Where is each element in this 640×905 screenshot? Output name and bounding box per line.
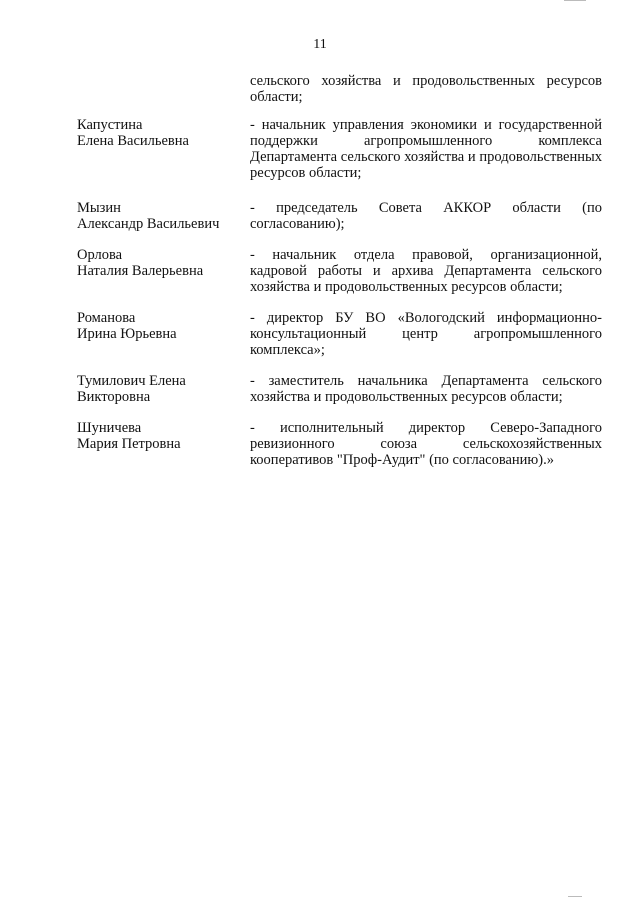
scan-artifact-top	[564, 0, 586, 4]
member-entry	[0, 310, 640, 358]
member-role: - заместитель начальника Департамента сельского хозяйства и продовольственных ресурсов области;	[250, 373, 602, 405]
member-name: Орлова Наталия Валерьевна	[77, 247, 204, 279]
member-entry	[0, 200, 640, 232]
scan-artifact-bottom	[568, 896, 582, 899]
member-entry	[0, 420, 640, 468]
member-role: - начальник отдела правовой, организационной, кадровой работы и архива Департамента сельского хозяйства и продовольственных ресурсов области;	[250, 247, 602, 295]
member-entry	[0, 117, 640, 181]
member-role: - председатель Совета АККОР области (по согласованию);	[250, 200, 602, 232]
page-number: 11	[313, 37, 327, 52]
member-entry	[0, 373, 640, 405]
member-name: Романова Ирина Юрьевна	[77, 310, 177, 342]
member-list	[0, 117, 640, 468]
continuation-text: сельского хозяйства и продовольственных ресурсов области;	[250, 73, 602, 105]
member-name: Мызин Александр Васильевич	[77, 200, 220, 232]
member-name: Капустина Елена Васильевна	[77, 117, 189, 149]
member-name: Тумилович Елена Викторовна	[77, 373, 186, 405]
member-role: - начальник управления экономики и государственной поддержки агропромышленного комплекса Департамента сельского хозяйства и продовольственных ресурсов области;	[250, 117, 602, 181]
member-role: - исполнительный директор Северо-Западного ревизионного союза сельскохозяйственных кооперативов "Проф-Аудит" (по согласованию).»	[250, 420, 602, 468]
member-role: - директор БУ ВО «Вологодский информационно-консультационный центр агропромышленного комплекса»;	[250, 310, 602, 358]
member-name: Шуничева Мария Петровна	[77, 420, 181, 452]
member-entry	[0, 247, 640, 295]
